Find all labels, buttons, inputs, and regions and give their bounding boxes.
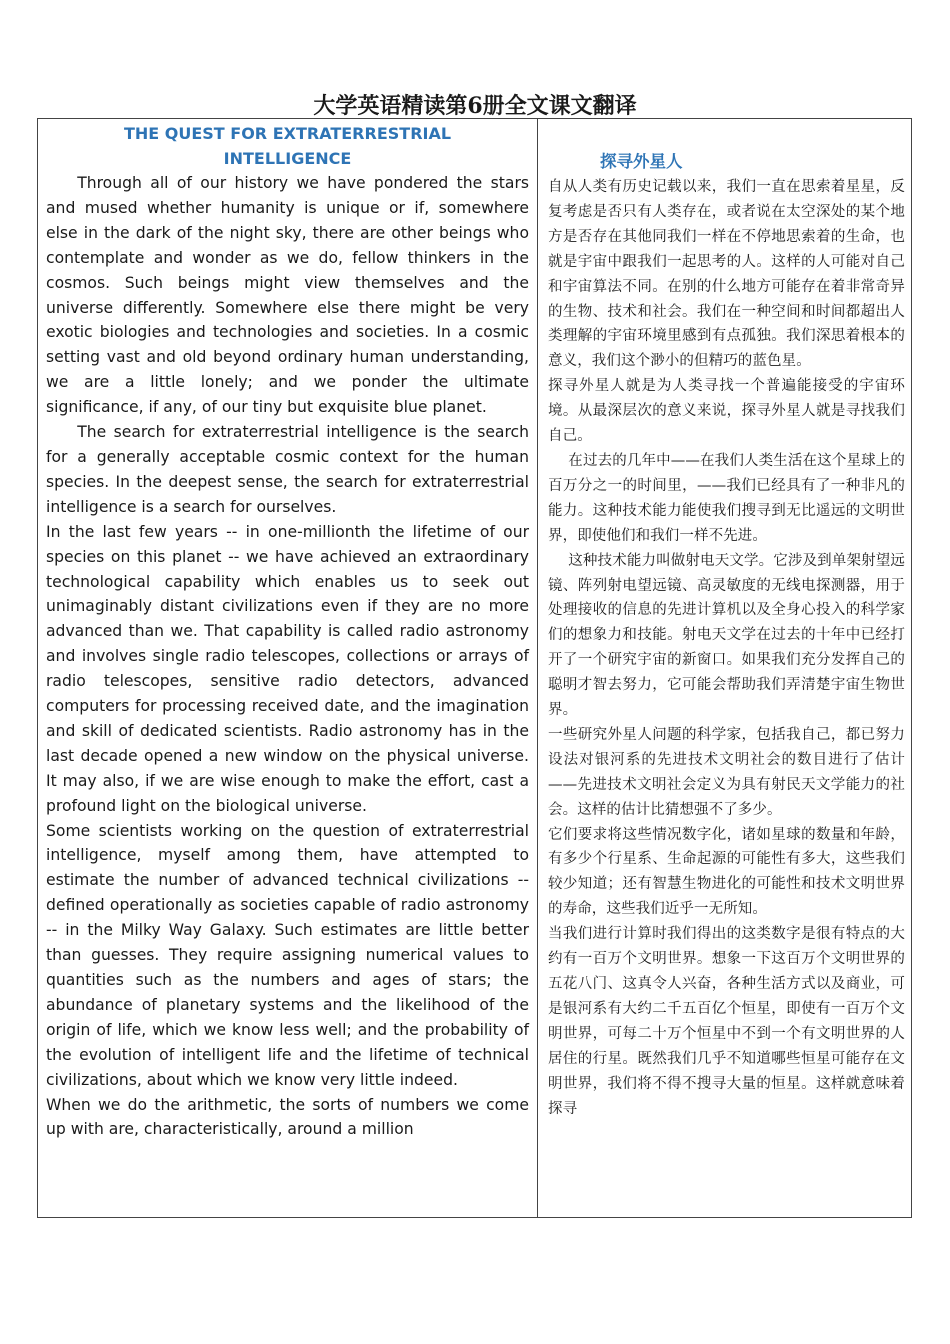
chinese-title: 探寻外星人 (600, 152, 683, 171)
english-paragraph-2: The search for extraterrestrial intelligence is the search for a generally acceptable cosmic context for the human species. In the deepest sense, the search for extraterrestrial intelligence is a search for ourselves. (46, 423, 529, 516)
chinese-paragraph-4: 这种技术能力叫做射电天文学。它涉及到单架射望远镜、阵列射电望远镜、高灵敏度的无线电探测器，用于处理接收的信息的先进计算机以及全身心投入的科学家们的想象力和技能。射电天文学在过去的十年中已经打开了一个研究宇宙的新窗口。如果我们充分发挥自己的聪明才智去努力，它可能会帮助我们弄清楚宇宙生物世界。 (548, 552, 905, 719)
english-title: THE QUEST FOR EXTRATERRESTRIAL INTELLIGENCE (123, 124, 452, 168)
english-paragraph-1: Through all of our history we have pondered the stars and mused whether humanity is unique or if, somewhere else in the dark of the night sky, there are other beings who contemplate and wonder as we do, fellow thinkers in the cosmos. Such beings might view themselves and the universe differently. Somewhere else there might be very exotic biologies and technologies and societies. In a cosmic setting vast and old beyond ordinary human understanding, we are a little lonely; and we ponder the ultimate significance, if any, of our tiny but exquisite blue planet. (46, 174, 529, 417)
document-title: 大学英语精读第6册全文课文翻译 (313, 93, 637, 119)
english-paragraph-4: Some scientists working on the question of extraterrestrial intelligence, myself among them, have attempted to estimate the number of advanced technical civilizations -- defined operationally as societies capable of radio astronomy -- in the Milky Way Galaxy. Such estimates are little better than guesses. They require assigning numerical values to quantities such as the numbers and ages of stars; the abundance of planetary systems and the likelihood of the origin of life, which we know less well; and the probability of the evolution of intelligent life and the lifetime of technical civilizations, about which we know very little indeed. (46, 821, 529, 1089)
chinese-paragraph-3: 在过去的几年中——在我们人类生活在这个星球上的百万分之一的时间里，——我们已经具有了一种非凡的能力。这种技术能力能使我们搜寻到无比遥远的文明世界，即使他们和我们一样不先进。 (548, 452, 905, 544)
chinese-column (538, 119, 911, 1217)
english-paragraph-3: In the last few years -- in one-millionth the lifetime of our species on this planet -- we have achieved an extraordinary technological capability which enables us to seek out unimaginably distant civilizations even if they are no more advanced than we. That capability is called radio astronomy and involves single radio telescopes, collections or arrays of radio telescopes, sensitive radio detectors, advanced computers for processing received date, and the imagination and skill of dedicated scientists. Radio astronomy has in the last decade opened a new window on the physical universe. It may also, if we are wise enough to make the effort, cast a profound light on the biological universe. (46, 522, 529, 815)
chinese-paragraph-2: 探寻外星人就是为人类寻找一个普遍能接受的宇宙环境。从最深层次的意义来说，探寻外星人就是寻找我们自己。 (548, 378, 905, 445)
bilingual-table (37, 118, 912, 1218)
chinese-paragraph-6: 它们要求将这些情况数字化，诸如星球的数量和年龄，有多少个行星系、生命起源的可能性有多大，这些我们较少知道；还有智慧生物进化的可能性和技术文明世界的寿命，这些我们近乎一无所知。 (548, 826, 905, 918)
chinese-paragraph-5: 一些研究外星人问题的科学家，包括我自己，都已努力设法对银河系的先进技术文明社会的数目进行了估计——先进技术文明社会定义为具有射民天文学能力的社会。这样的估计比猜想强不了多少。 (548, 726, 905, 818)
chinese-paragraph-1: 自从人类有历史记载以来，我们一直在思索着星星，反复考虑是否只有人类存在，或者说在太空深处的某个地方是否存在其他同我们一样在不停地思索着的生命，也就是宇宙中跟我们一起思考的人。这样的人可能对自己和宇宙算法不同。在别的什么地方可能存在着非常奇异的生物、技术和社会。我们在一种空间和时间都超出人类理解的宇宙环境里感到有点孤独。我们深思着根本的意义，我们这个渺小的但精巧的蓝色星。 (548, 179, 905, 370)
english-column (38, 119, 538, 1217)
chinese-paragraph-7: 当我们进行计算时我们得出的这类数字是很有特点的大约有一百万个文明世界。想象一下这百万个文明世界的五花八门、这真令人兴奋，各种生活方式以及商业，可是银河系有大约二千五百亿个恒星，即使有一百万个文明世界，可每二十万个恒星中不到一个有文明世界的人居住的行星。既然我们几乎不知道哪些恒星可能存在文明世界，我们将不得不搜寻大量的恒星。这样就意味着探寻 (548, 926, 905, 1117)
english-paragraph-5: When we do the arithmetic, the sorts of numbers we come up with are, characteristically, around a million (46, 1095, 529, 1139)
